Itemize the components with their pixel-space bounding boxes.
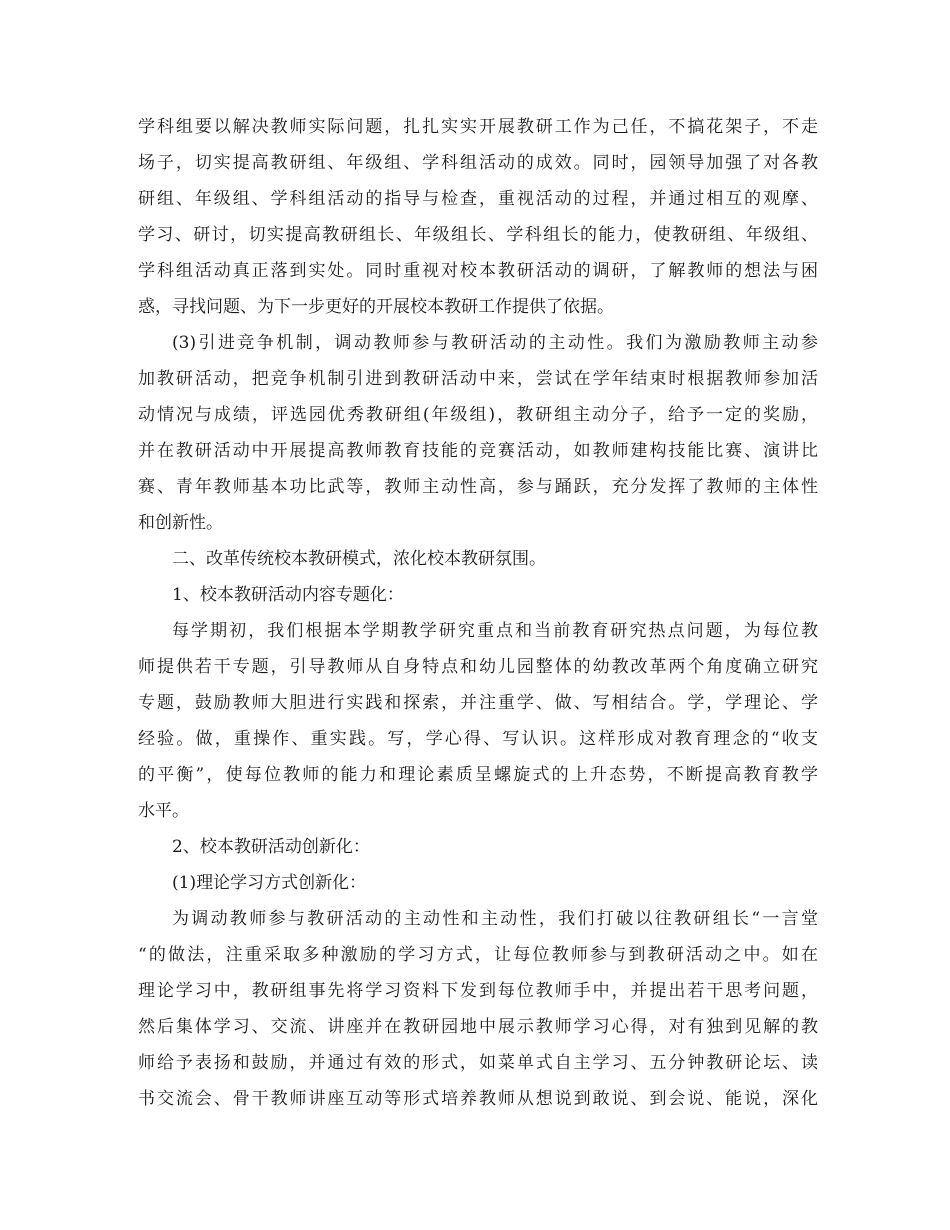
text-line: 经验。做，重操作、重实践。写，学心得、写认识。这样形成对教育理念的“收支 xyxy=(138,729,818,749)
text-line: 水平。 xyxy=(138,801,189,821)
text-line: 动情况与成绩，评选园优秀教研组(年级组)，教研组主动分子，给予一定的奖励， xyxy=(138,405,818,425)
text-line: 每学期初，我们根据本学期教学研究重点和当前教育研究热点问题，为每位教 xyxy=(172,621,818,641)
text-line: “的做法，注重采取多种激励的学习方式，让每位教师参与到教研活动之中。如在 xyxy=(138,945,818,965)
text-line: (3)引进竞争机制，调动教师参与教研活动的主动性。我们为激励教师主动参 xyxy=(172,333,818,353)
text-line: 和创新性。 xyxy=(138,513,223,533)
text-line: 书交流会、骨干教师讲座互动等形式培养教师从想说到敢说、到会说、能说，深化 xyxy=(138,1089,818,1109)
text-line: 研组、年级组、学科组活动的指导与检查，重视活动的过程，并通过相互的观摩、 xyxy=(138,189,818,209)
text-line: 惑，寻找问题、为下一步更好的开展校本教研工作提供了依据。 xyxy=(138,297,614,317)
text-line: 场子，切实提高教研组、年级组、学科组活动的成效。同时，园领导加强了对各教 xyxy=(138,153,818,173)
text-line: 的平衡”，使每位教师的能力和理论素质呈螺旋式的上升态势，不断提高教育教学 xyxy=(138,765,818,785)
text-line: 理论学习中，教研组事先将学习资料下发到每位教师手中，并提出若干思考问题， xyxy=(138,981,818,1001)
text-line: 师提供若干专题，引导教师从自身特点和幼儿园整体的幼教改革两个角度确立研究 xyxy=(138,657,818,677)
text-line: 并在教研活动中开展提高教师教育技能的竞赛活动，如教师建构技能比赛、演讲比 xyxy=(138,441,818,461)
text-line: 2、校本教研活动创新化： xyxy=(172,837,370,857)
text-line: 学科组要以解决教师实际问题，扎扎实实开展教研工作为己任，不搞花架子，不走 xyxy=(138,117,818,137)
document-body xyxy=(138,109,818,1117)
text-line: (1)理论学习方式创新化： xyxy=(172,873,367,893)
text-line: 1、校本教研活动内容专题化： xyxy=(172,585,404,605)
text-line: 学科组活动真正落到实处。同时重视对校本教研活动的调研，了解教师的想法与困 xyxy=(138,261,818,281)
text-line: 然后集体学习、交流、讲座并在教研园地中展示教师学习心得，对有独到见解的教 xyxy=(138,1017,818,1037)
text-line: 师给予表扬和鼓励，并通过有效的形式，如菜单式自主学习、五分钟教研论坛、读 xyxy=(138,1053,818,1073)
text-line: 二、改革传统校本教研模式，浓化校本教研氛围。 xyxy=(172,549,546,569)
text-line: 赛、青年教师基本功比武等，教师主动性高，参与踊跃，充分发挥了教师的主体性 xyxy=(138,477,818,497)
text-line: 为调动教师参与教研活动的主动性和主动性，我们打破以往教研组长“一言堂 xyxy=(172,909,818,929)
text-line: 加教研活动，把竞争机制引进到教研活动中来，尝试在学年结束时根据教师参加活 xyxy=(138,369,818,389)
text-line: 学习、研讨，切实提高教研组长、年级组长、学科组长的能力，使教研组、年级组、 xyxy=(138,225,818,245)
text-line: 专题，鼓励教师大胆进行实践和探索，并注重学、做、写相结合。学，学理论、学 xyxy=(138,693,818,713)
